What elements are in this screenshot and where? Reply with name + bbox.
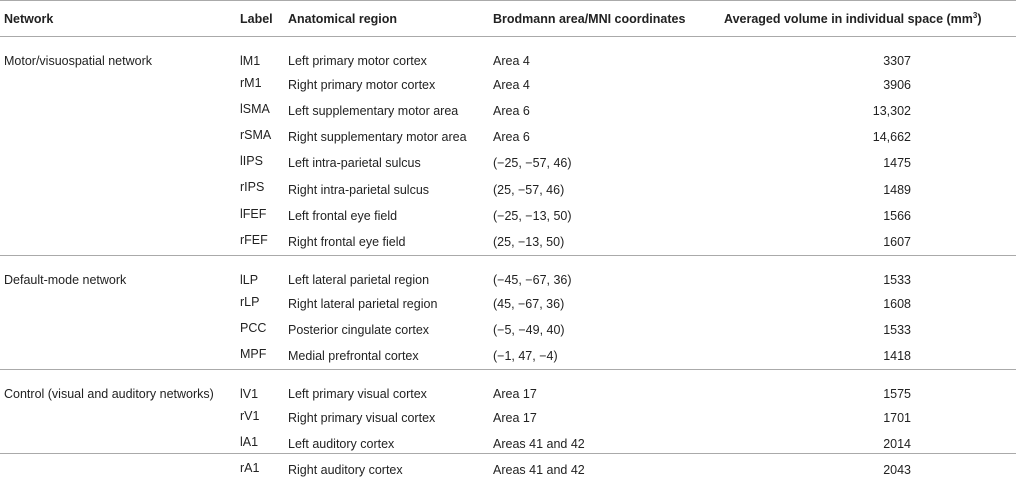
coords-cell: Area 4 [493,78,530,93]
volume-cell: 1533 [883,322,911,337]
region-cell: Left lateral parietal region [288,272,430,287]
volume-cell: 1607 [883,234,911,249]
region-cell: Left intra-parietal sulcus [288,156,421,171]
region-cell: Left auditory cortex [288,437,395,452]
coords-cell: Area 17 [493,387,537,402]
label-cell: lLP [240,272,259,287]
volume-cell: 3906 [883,78,911,93]
coords-cell: Area 6 [493,104,530,119]
label-cell: rLP [240,294,260,309]
volume-cell: 2043 [883,463,911,478]
region-cell: Right primary motor cortex [288,78,436,93]
coords-cell: Area 4 [493,54,530,69]
header-label: Label [240,11,273,26]
coords-cell: Areas 41 and 42 [493,463,585,478]
volume-cell: 1575 [883,387,911,402]
region-cell: Right intra-parietal sulcus [288,182,430,197]
volume-cell: 1566 [883,208,911,223]
volume-cell: 1418 [883,349,911,364]
volume-cell: 3307 [883,54,911,69]
label-cell: lV1 [240,387,259,402]
label-cell: lIPS [240,154,263,169]
group-spacer [0,255,1016,269]
coords-cell: (25, −13, 50) [493,234,565,249]
network-cell: Motor/visuospatial network [4,54,152,68]
coords-cell: (−25, −57, 46) [493,156,572,171]
table-row [0,269,1016,291]
header-coords: Brodmann area/MNI coordinates [493,11,686,26]
table-group [0,370,1016,484]
label-cell: lM1 [240,54,261,69]
region-cell: Right supplementary motor area [288,130,467,145]
volume-cell: 2014 [883,437,911,452]
label-cell: lA1 [240,435,259,450]
region-cell: Left supplementary motor area [288,104,459,119]
region-cell: Right auditory cortex [288,463,403,478]
region-cell: Right frontal eye field [288,234,406,249]
label-cell: MPF [240,347,267,362]
header-region: Anatomical region [288,11,398,26]
header-volume: Averaged volume in individual space $(mm^3)$ [724,10,982,27]
table-row [0,383,1016,405]
coords-cell: Area 6 [493,130,530,145]
network-cell: Default-mode network [4,272,127,287]
label-cell: rSMA [240,128,272,143]
coords-cell: (−5, −49, 40) [493,322,565,337]
table-group [0,37,1016,256]
coords-cell: Area 17 [493,411,537,426]
label-cell: lSMA [240,102,270,117]
region-cell: Right lateral parietal region [288,296,438,311]
volume-cell: 1533 [883,272,911,287]
region-cell: Posterior cingulate cortex [288,322,430,337]
coords-cell: (−25, −13, 50) [493,208,572,223]
coords-cell: (−1, 47, −4) [493,349,558,364]
volume-cell: 1489 [883,182,911,197]
label-cell: rV1 [240,409,260,424]
group-spacer [0,370,1016,384]
region-cell: Medial prefrontal cortex [288,349,419,364]
volume-cell: 1475 [883,156,911,171]
label-cell: rM1 [240,76,262,91]
header-row [0,1,1016,37]
coords-cell: (−45, −67, 36) [493,272,572,287]
table-row [0,50,1016,72]
table-group [0,255,1016,369]
region-cell: Left frontal eye field [288,208,398,223]
region-cell: Left primary visual cortex [288,387,427,402]
label-cell: lFEF [240,206,267,221]
volume-cell: 1608 [883,296,911,311]
table-bottom-rule [0,453,1016,454]
volume-cell: 14,662 [872,130,911,145]
coords-cell: Areas 41 and 42 [493,437,585,452]
label-cell: rA1 [240,461,260,476]
region-cell: Right primary visual cortex [288,411,436,426]
coords-cell: (45, −67, 36) [493,296,565,311]
volume-cell: 13,302 [872,104,911,119]
label-cell: rIPS [240,180,265,195]
coords-cell: (25, −57, 46) [493,182,565,197]
network-cell: Control (visual and auditory networks) [4,387,214,402]
label-cell: PCC [240,320,267,335]
volume-cell: 1701 [883,411,911,426]
header-network: Network [4,11,54,26]
label-cell: rFEF [240,232,268,247]
group-spacer [0,37,1016,51]
region-cell: Left primary motor cortex [288,54,427,69]
